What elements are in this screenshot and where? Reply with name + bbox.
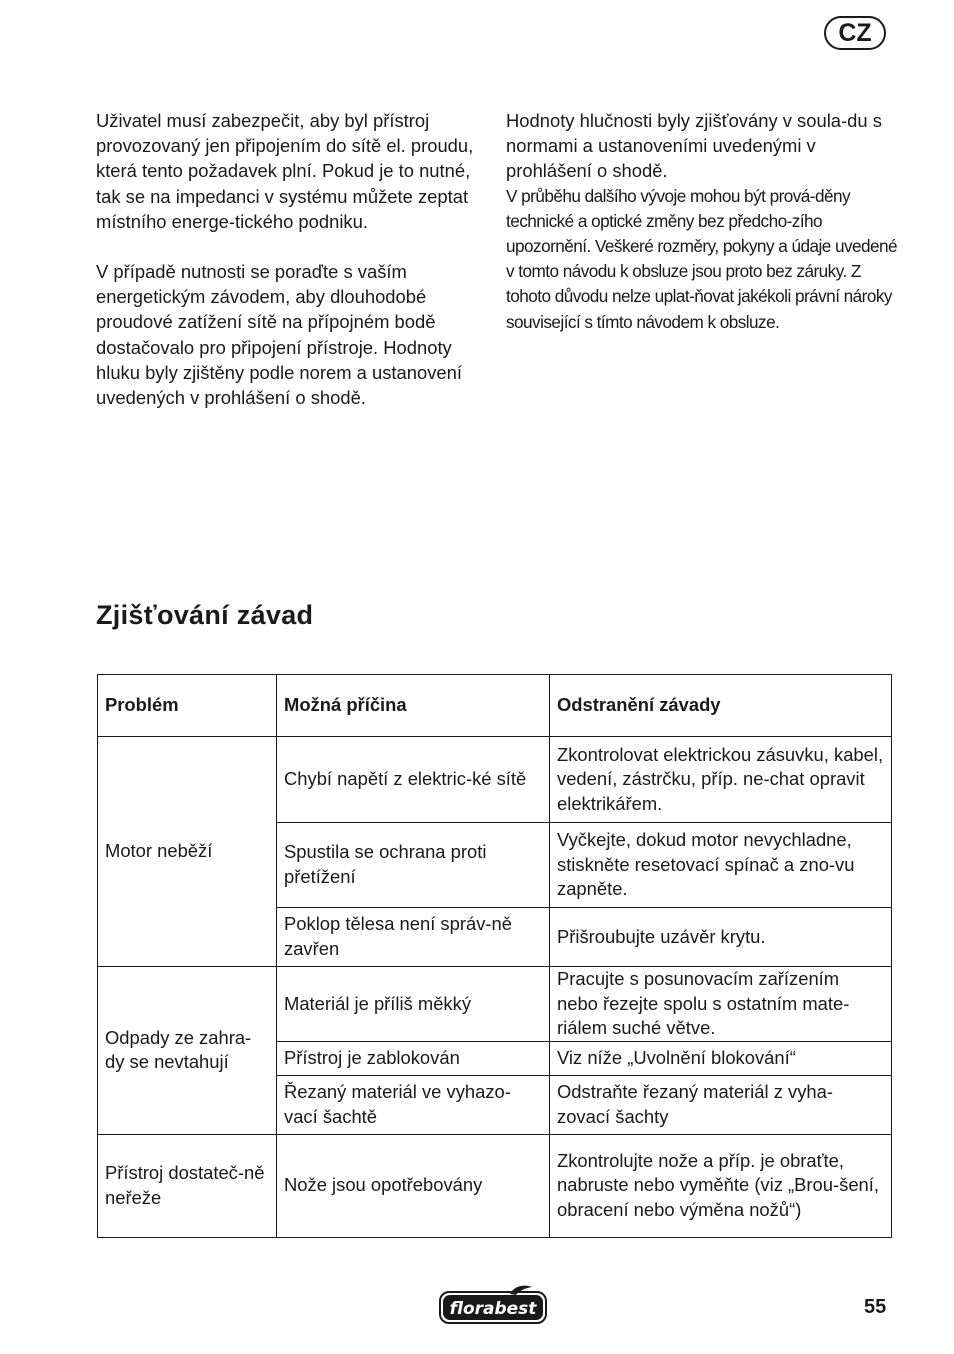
paragraph: V případě nutnosti se poraďte s vaším energetickým závodem, aby dlouhodobé proudové zatížení sítě na přípojném bodě dostačovalo pro připojení přístroje. Hodnoty hluku byly zjištěny podle norem a ustanovení uvedených v prohlášení o shodě. [96, 261, 462, 409]
cause-cell: Chybí napětí z elektric-ké sítě [277, 737, 550, 823]
florabest-logo [438, 1285, 548, 1325]
remedy-cell: Pracujte s posunovacím zařízením nebo řezejte spolu s ostatním mate-riálem suché větve. [550, 967, 892, 1042]
cause-cell: Materiál je příliš měkký [277, 967, 550, 1042]
paragraph: V průběhu dalšího vývoje mohou být prová-děny technické a optické změny bez předcho-zího upozornění. Veškeré rozměry, pokyny a údaje uvedené v tomto návodu k obsluze jsou proto bez záruky. Z tohoto důvodu nelze uplat-ňovat jakékoli právní nároky související s tímto návodem k obsluze. [506, 185, 898, 332]
remedy-cell: Odstraňte řezaný materiál z vyha-zovací šachty [550, 1075, 892, 1134]
remedy-cell: Zkontrolovat elektrickou zásuvku, kabel, vedení, zástrčku, příp. ne-chat opravit elektrikářem. [550, 737, 892, 823]
page-number: 55 [864, 1296, 887, 1318]
column-header-cause: Možná příčina [277, 675, 550, 737]
problem-cell: Odpady ze zahra-dy se nevtahují [98, 967, 277, 1135]
column-header-problem: Problém [98, 675, 277, 737]
language-badge: CZ [824, 16, 886, 50]
table-row [98, 1134, 892, 1237]
remedy-cell: Viz níže „Uvolnění blokování“ [550, 1041, 892, 1075]
paragraph: Uživatel musí zabezpečit, aby byl přístroj provozovaný jen připojením do sítě el. proudu, která tento požadavek plní. Pokud je to nutné, tak se na impedanci v systému můžete zeptat místního energe-tického podniku. [96, 110, 474, 232]
cause-cell: Přístroj je zablokován [277, 1041, 550, 1075]
left-column [96, 108, 486, 410]
column-header-remedy: Odstranění závady [550, 675, 892, 737]
remedy-cell: Zkontrolujte nože a příp. je obraťte, nabruste nebo vyměňte (viz „Brou-šení, obracení nebo výměna nožů“) [550, 1134, 892, 1237]
cause-cell: Nože jsou opotřebovány [277, 1134, 550, 1237]
troubleshooting-table [97, 674, 892, 1238]
right-column [506, 108, 906, 335]
problem-cell: Přístroj dostateč-ně neřeže [98, 1134, 277, 1237]
section-title: Zjišťování závad [96, 600, 314, 630]
table-row [98, 737, 892, 823]
cause-cell: Řezaný materiál ve vyhazo-vací šachtě [277, 1075, 550, 1134]
cause-cell: Poklop tělesa není správ-ně zavřen [277, 908, 550, 967]
paragraph: Hodnoty hlučnosti byly zjišťovány v soula-du s normami a ustanoveními uvedenými v prohlášení o shodě. [506, 110, 882, 182]
remedy-cell: Přišroubujte uzávěr krytu. [550, 908, 892, 967]
table-header-row [98, 675, 892, 737]
problem-cell: Motor neběží [98, 737, 277, 967]
cause-cell: Spustila se ochrana proti přetížení [277, 823, 550, 908]
remedy-cell: Vyčkejte, dokud motor nevychladne, stiskněte resetovací spínač a zno-vu zapněte. [550, 823, 892, 908]
table-row [98, 967, 892, 1042]
logo-text: florabest [449, 1299, 537, 1319]
